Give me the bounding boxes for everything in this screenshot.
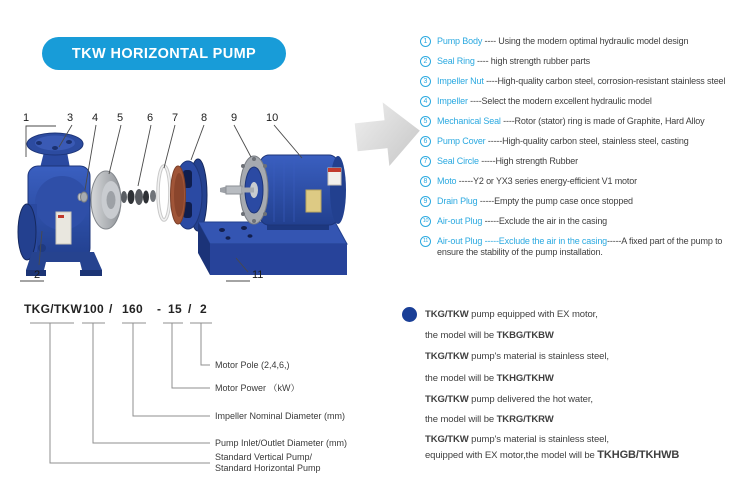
bullet-icon: [402, 307, 417, 322]
model-label-motor-power: Motor Power （kW）: [215, 383, 300, 393]
callout-5: 5: [117, 112, 124, 124]
part-number-badge: 10: [420, 216, 431, 227]
drain-plug: [38, 244, 46, 252]
part-desc: ----Rotor (stator) ring is made of Graphite, Hard Alloy: [500, 116, 705, 126]
callout-4: 4: [92, 112, 99, 124]
note-line: the model will be TKRG/TKRW: [425, 414, 554, 425]
part-number-badge: 6: [420, 136, 431, 147]
list-item: [420, 216, 750, 236]
motor: [220, 155, 346, 230]
part-number-badge: 5: [420, 116, 431, 127]
seal-circle: [158, 166, 170, 220]
note-line: TKG/TKW pump's material is stainless steel,: [425, 351, 609, 362]
callout-8: 8: [201, 112, 208, 124]
callout-3: 3: [67, 112, 74, 124]
page-title: TKW HORIZONTAL PUMP: [71, 45, 257, 62]
note-line: equipped with EX motor,the model will be TKHGB/TKHWB: [425, 449, 680, 461]
model-power: 15: [168, 302, 182, 316]
transition-arrow-icon: [348, 92, 428, 176]
part-name: Impeller: [437, 96, 468, 106]
part-number-badge: 3: [420, 76, 431, 87]
part-desc: -----Empty the pump case once stopped: [477, 196, 633, 206]
part-desc: -----A fixed part of the pump to ensure the stability of the pump installation.: [437, 236, 723, 257]
list-item: [420, 176, 750, 196]
part-desc: ----Select the modern excellent hydraulic model: [467, 96, 652, 106]
part-number-badge: 2: [420, 56, 431, 67]
model-series: TKG/TKW: [24, 302, 83, 316]
list-item: [420, 156, 750, 176]
model-label-pump-type: Standard Vertical Pump/ Standard Horizontal Pump: [215, 452, 321, 473]
callout-2: 2: [34, 269, 41, 281]
pump-cover: [171, 159, 208, 231]
impeller-nut: [78, 192, 88, 202]
list-item: [420, 96, 750, 116]
list-item: [420, 36, 750, 56]
callout-1: 1: [23, 112, 30, 124]
part-number-badge: 9: [420, 196, 431, 207]
callout-6: 6: [147, 112, 154, 124]
note-line: the model will be TKBG/TKBW: [425, 330, 554, 341]
part-number-badge: 1: [420, 36, 431, 47]
model-impeller-diameter: 160: [122, 302, 143, 316]
parts-list: [420, 36, 750, 264]
part-desc: ---- Using the modern optimal hydraulic model design: [482, 36, 689, 46]
pump-exploded-diagram: [12, 100, 352, 298]
part-number-badge: 4: [420, 96, 431, 107]
title-banner: [42, 37, 286, 70]
part-desc: -----Exclude the air in the casing: [482, 216, 608, 226]
part-name: Seal Ring: [437, 56, 475, 66]
model-slash: /: [109, 302, 113, 316]
note-line: TKG/TKW pump equipped with EX motor,: [425, 309, 598, 320]
model-dash: -: [157, 302, 162, 316]
part-name: Air-out Plug -----Exclude the air in the casing: [437, 236, 608, 246]
model-pole: 2: [200, 302, 207, 316]
model-inlet-diameter: 100: [83, 302, 104, 316]
list-item: [420, 116, 750, 136]
note-line: the model will be TKHG/TKHW: [425, 373, 554, 384]
callout-9: 9: [231, 112, 238, 124]
part-desc: ----High-quality carbon steel, corrosion-resistant stainless steel: [483, 76, 726, 86]
list-item: [420, 196, 750, 216]
part-name: Pump Body: [437, 36, 483, 46]
model-slash: /: [188, 302, 192, 316]
model-label-motor-pole: Motor Pole (2,4,6,): [215, 360, 290, 370]
part-name: Drain Plug: [437, 196, 478, 206]
mechanical-seal: [121, 189, 156, 205]
part-name: Air-out Plug: [437, 216, 483, 226]
list-item: [420, 136, 750, 156]
model-label-impeller-diameter: Impeller Nominal Diameter (mm): [215, 411, 346, 421]
list-item: [420, 56, 750, 76]
part-desc: -----High-quality carbon steel, stainless steel, casting: [485, 136, 689, 146]
part-name: Moto: [437, 176, 457, 186]
note-line: TKG/TKW pump's material is stainless steel,: [425, 434, 609, 445]
part-name: Impeller Nut: [437, 76, 484, 86]
part-desc: ---- high strength rubber parts: [474, 56, 590, 66]
callout-7: 7: [172, 112, 179, 124]
note-line: TKG/TKW pump delivered the hot water,: [425, 394, 593, 405]
list-item: [420, 76, 750, 96]
part-desc: -----High strength Rubber: [478, 156, 579, 166]
list-item: [420, 236, 750, 264]
callout-11: 11: [252, 269, 264, 281]
impeller: [91, 171, 121, 229]
part-name: Seal Circle: [437, 156, 479, 166]
callout-10: 10: [266, 112, 279, 124]
model-label-inlet-outlet: Pump Inlet/Outlet Diameter (mm): [215, 438, 348, 448]
part-name: Pump Cover: [437, 136, 486, 146]
part-number-badge: 7: [420, 156, 431, 167]
part-number-badge: 11: [420, 236, 431, 247]
part-name: Mechanical Seal: [437, 116, 501, 126]
part-desc: -----Y2 or YX3 series energy-efficient V1 motor: [456, 176, 637, 186]
pump-body: [18, 133, 102, 276]
part-number-badge: 8: [420, 176, 431, 187]
